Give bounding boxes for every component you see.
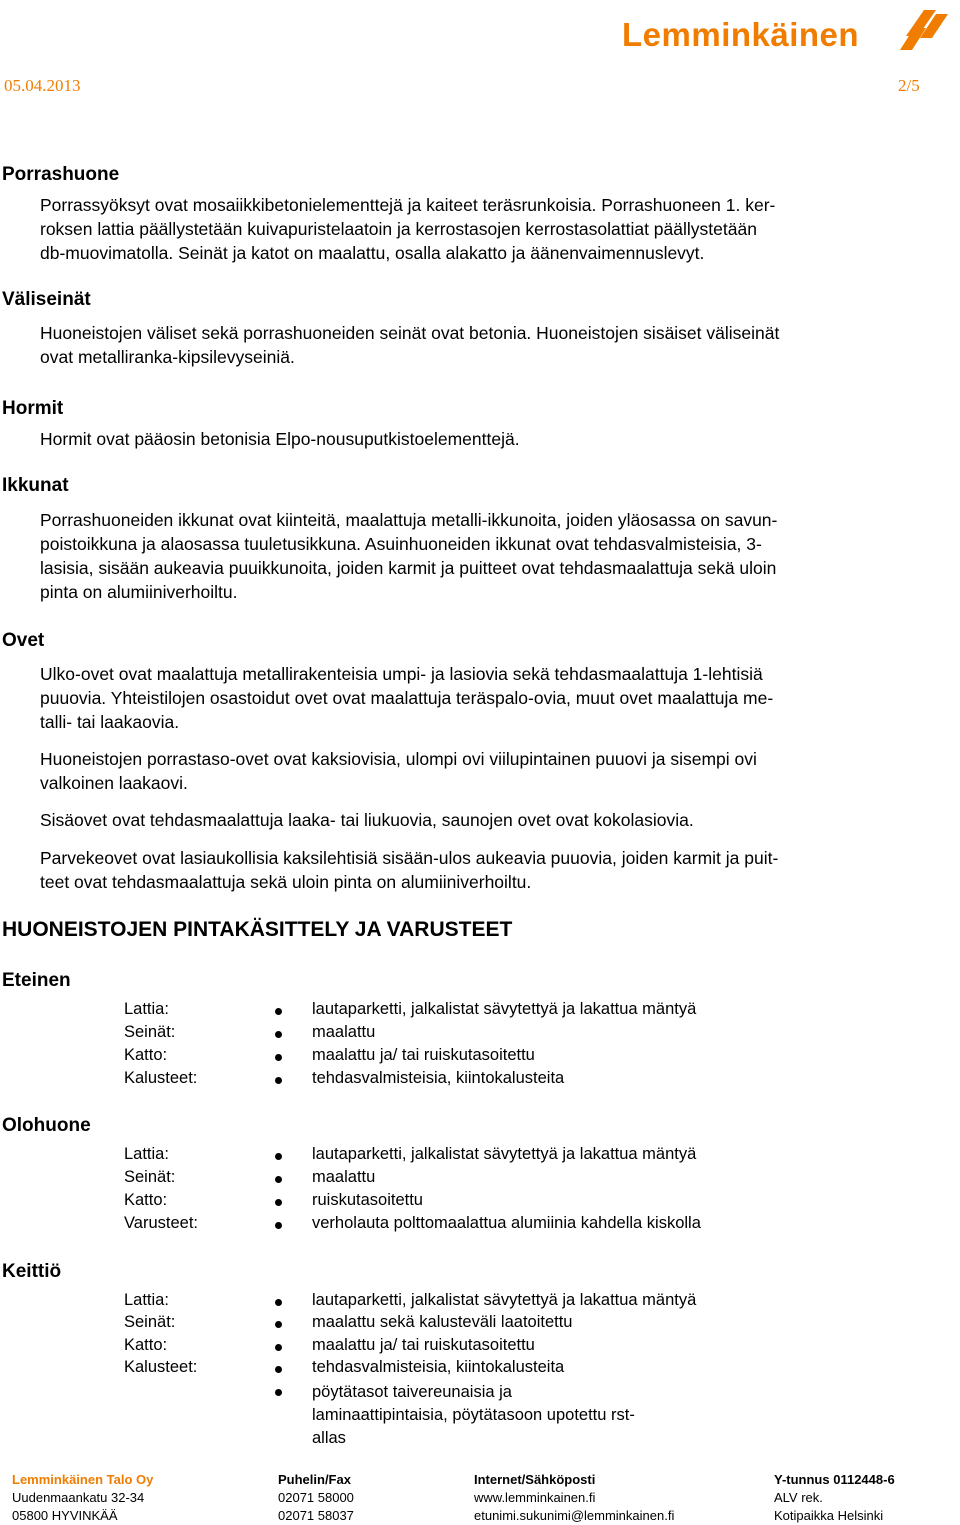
logo-wordmark: Lemminkäinen xyxy=(622,16,860,53)
text-line: pinta on alumiiniverhoiltu. xyxy=(40,582,238,602)
finish-value: maalattu xyxy=(312,1168,376,1186)
text-line: db-muovimatolla. Seinät ja katot on maalattu, osalla alakatto ja äänenvaimennuslevyt. xyxy=(40,243,705,263)
finish-label: Katto: xyxy=(124,1046,168,1064)
footer-vat: ALV rek. xyxy=(774,1490,823,1505)
footer-postal: 05800 HYVINKÄÄ xyxy=(12,1508,118,1523)
finish-row xyxy=(0,1069,960,1092)
text-line: Huoneistojen väliset sekä porrashuoneiden seinät ovat betonia. Huoneistojen sisäiset väliseinät xyxy=(40,323,780,343)
bullet-icon xyxy=(275,1366,282,1373)
footer-web-title: Internet/Sähköposti xyxy=(474,1472,596,1487)
finish-row xyxy=(0,1336,960,1359)
footer-domicile: Kotipaikka Helsinki xyxy=(774,1508,884,1523)
bullet-icon xyxy=(275,1222,282,1229)
finish-label: Katto: xyxy=(124,1336,168,1354)
footer-address: Uudenmaankatu 32-34 xyxy=(12,1490,145,1505)
footer-web xyxy=(474,1471,674,1525)
finish-value: verholauta polttomaalattua alumiinia kahdella kiskolla xyxy=(312,1214,701,1232)
text-line: poistoikkuna ja alaosassa tuuletusikkuna. Asuinhuoneiden ikkunat ovat tehdasvalmisteisia, 3- xyxy=(40,534,762,554)
finish-label: Seinät: xyxy=(124,1313,176,1331)
section-heading-ovet: Ovet xyxy=(2,630,45,651)
finish-label: Lattia: xyxy=(124,1000,169,1018)
finish-value: tehdasvalmisteisia, kiintokalusteita xyxy=(312,1358,565,1376)
room-heading-olohuone: Olohuone xyxy=(2,1115,91,1136)
bullet-icon xyxy=(275,1054,282,1061)
finish-value: maalattu ja/ tai ruiskutasoitettu xyxy=(312,1046,535,1064)
finish-row xyxy=(0,1168,960,1191)
finish-value: tehdasvalmisteisia, kiintokalusteita xyxy=(312,1069,565,1087)
bullet-icon xyxy=(275,1389,282,1396)
bullet-icon xyxy=(275,1199,282,1206)
finish-label: Kalusteet: xyxy=(124,1358,198,1376)
room-heading-keittio: Keittiö xyxy=(2,1261,62,1282)
finishes-heading: HUONEISTOJEN PINTAKÄSITTELY JA VARUSTEET xyxy=(2,918,513,941)
section-heading-hormit: Hormit xyxy=(2,398,64,419)
document-date: 05.04.2013 xyxy=(4,76,81,95)
footer-business-id: Y-tunnus 0112448-6 xyxy=(774,1472,895,1487)
text-line: Huoneistojen porrastaso-ovet ovat kaksiovisia, ulompi ovi viilupintainen puuovi ja sisempi ovi xyxy=(40,749,757,769)
finish-value: maalattu sekä kalusteväli laatoitettu xyxy=(312,1313,573,1331)
bullet-icon xyxy=(275,1008,282,1015)
text-line: Hormit ovat pääosin betonisia Elpo-nousuputkistoelementtejä. xyxy=(40,429,520,449)
finish-value: lautaparketti, jalkalistat sävytettyä ja lakattua mäntyä xyxy=(312,1291,697,1309)
bullet-icon xyxy=(275,1299,282,1306)
finish-row xyxy=(0,1023,960,1046)
text-line: talli- tai laakaovia. xyxy=(40,712,180,732)
text-line: Parvekeovet ovat lasiaukollisia kaksilehtisiä sisään-ulos aukeavia puuovia, joiden karmit ja puit- xyxy=(40,848,779,868)
section-text-hormit xyxy=(40,427,958,451)
section-text-ovet-3 xyxy=(40,808,958,832)
logo-mark-icon xyxy=(888,8,952,56)
finish-label: Lattia: xyxy=(124,1145,169,1163)
finish-row xyxy=(0,1145,960,1168)
company-logo xyxy=(622,8,952,56)
text-line: Ulko-ovet ovat maalattuja metallirakenteisia umpi- ja lasiovia sekä tehdasmaalattuja 1-lehtisiä xyxy=(40,664,763,684)
finish-value: ruiskutasoitettu xyxy=(312,1191,423,1209)
section-text-ovet-1 xyxy=(40,662,958,734)
text-line: Porrashuoneiden ikkunat ovat kiinteitä, maalattuja metalli-ikkunoita, joiden yläosassa on savun- xyxy=(40,510,778,530)
bullet-icon xyxy=(275,1321,282,1328)
text-line: Sisäovet ovat tehdasmaalattuja laaka- tai liukuovia, saunojen ovet ovat kokolasiovia. xyxy=(40,810,694,830)
section-text-valiseinat xyxy=(40,321,958,369)
section-heading-porrashuone: Porrashuone xyxy=(2,164,120,185)
page-number: 2/5 xyxy=(898,76,920,95)
footer-website-link[interactable]: www.lemminkainen.fi xyxy=(474,1490,596,1505)
text-line: ovat metalliranka-kipsilevyseiniä. xyxy=(40,347,295,367)
finish-row xyxy=(0,1046,960,1069)
finish-row xyxy=(0,1191,960,1214)
bullet-icon xyxy=(275,1031,282,1038)
bullet-icon xyxy=(275,1153,282,1160)
finish-row xyxy=(0,1291,960,1314)
footer-phone-number: 02071 58000 xyxy=(278,1490,354,1505)
finish-label: Kalusteet: xyxy=(124,1069,198,1087)
section-text-porrashuone xyxy=(40,193,958,265)
finish-value: lautaparketti, jalkalistat sävytettyä ja lakattua mäntyä xyxy=(312,1000,697,1018)
finish-label: Seinät: xyxy=(124,1168,176,1186)
section-text-ovet-2 xyxy=(40,747,958,795)
finish-value: maalattu ja/ tai ruiskutasoitettu xyxy=(312,1336,535,1354)
finish-row xyxy=(0,1214,960,1237)
bullet-icon xyxy=(275,1077,282,1084)
footer-email-link[interactable]: etunimi.sukunimi@lemminkainen.fi xyxy=(474,1508,675,1523)
finish-label: Katto: xyxy=(124,1191,168,1209)
finish-row xyxy=(0,1000,960,1023)
footer-phone-title: Puhelin/Fax xyxy=(278,1472,351,1487)
finish-value: lautaparketti, jalkalistat sävytettyä ja lakattua mäntyä xyxy=(312,1145,697,1163)
footer-company-name: Lemminkäinen Talo Oy xyxy=(12,1472,154,1487)
text-line: valkoinen laakaovi. xyxy=(40,773,188,793)
text-line: teet ovat tehdasmaalattuja sekä uloin pinta on alumiiniverhoiltu. xyxy=(40,872,532,892)
finish-label: Seinät: xyxy=(124,1023,176,1041)
text-line: Porrassyöksyt ovat mosaiikkibetonielementtejä ja kaiteet teräsrunkoisia. Porrashuoneen 1. ker- xyxy=(40,195,776,215)
finish-value: pöytätasot taivereunaisia ja laminaattipintaisia, pöytätasoon upotettu rst-allas xyxy=(312,1383,635,1447)
footer-company xyxy=(12,1471,153,1525)
section-text-ovet-4 xyxy=(40,846,958,894)
footer-business xyxy=(774,1471,895,1525)
bullet-icon xyxy=(275,1344,282,1351)
footer-fax-number: 02071 58037 xyxy=(278,1508,354,1523)
finish-value: maalattu xyxy=(312,1023,376,1041)
text-line: lasisia, sisään aukeavia puuikkunoita, joiden karmit ja puitteet ovat tehdasmaalattuja sekä uloin xyxy=(40,558,777,578)
text-line: roksen lattia päällystetään kuivapuristelaatoin ja kerrostasojen kerrostasolattiat päällystetään xyxy=(40,219,757,239)
bullet-icon xyxy=(275,1176,282,1183)
room-heading-eteinen: Eteinen xyxy=(2,970,71,991)
finish-row xyxy=(0,1313,960,1336)
section-heading-ikkunat: Ikkunat xyxy=(2,475,69,496)
text-line: puuovia. Yhteistilojen osastoidut ovet ovat maalattuja teräspalo-ovia, muut ovet maalattuja me- xyxy=(40,688,774,708)
finish-row xyxy=(0,1358,960,1381)
section-heading-valiseinat: Väliseinät xyxy=(2,289,91,310)
finish-label: Varusteet: xyxy=(124,1214,198,1232)
footer-phone xyxy=(278,1471,354,1525)
section-text-ikkunat xyxy=(40,508,958,604)
finish-label: Lattia: xyxy=(124,1291,169,1309)
